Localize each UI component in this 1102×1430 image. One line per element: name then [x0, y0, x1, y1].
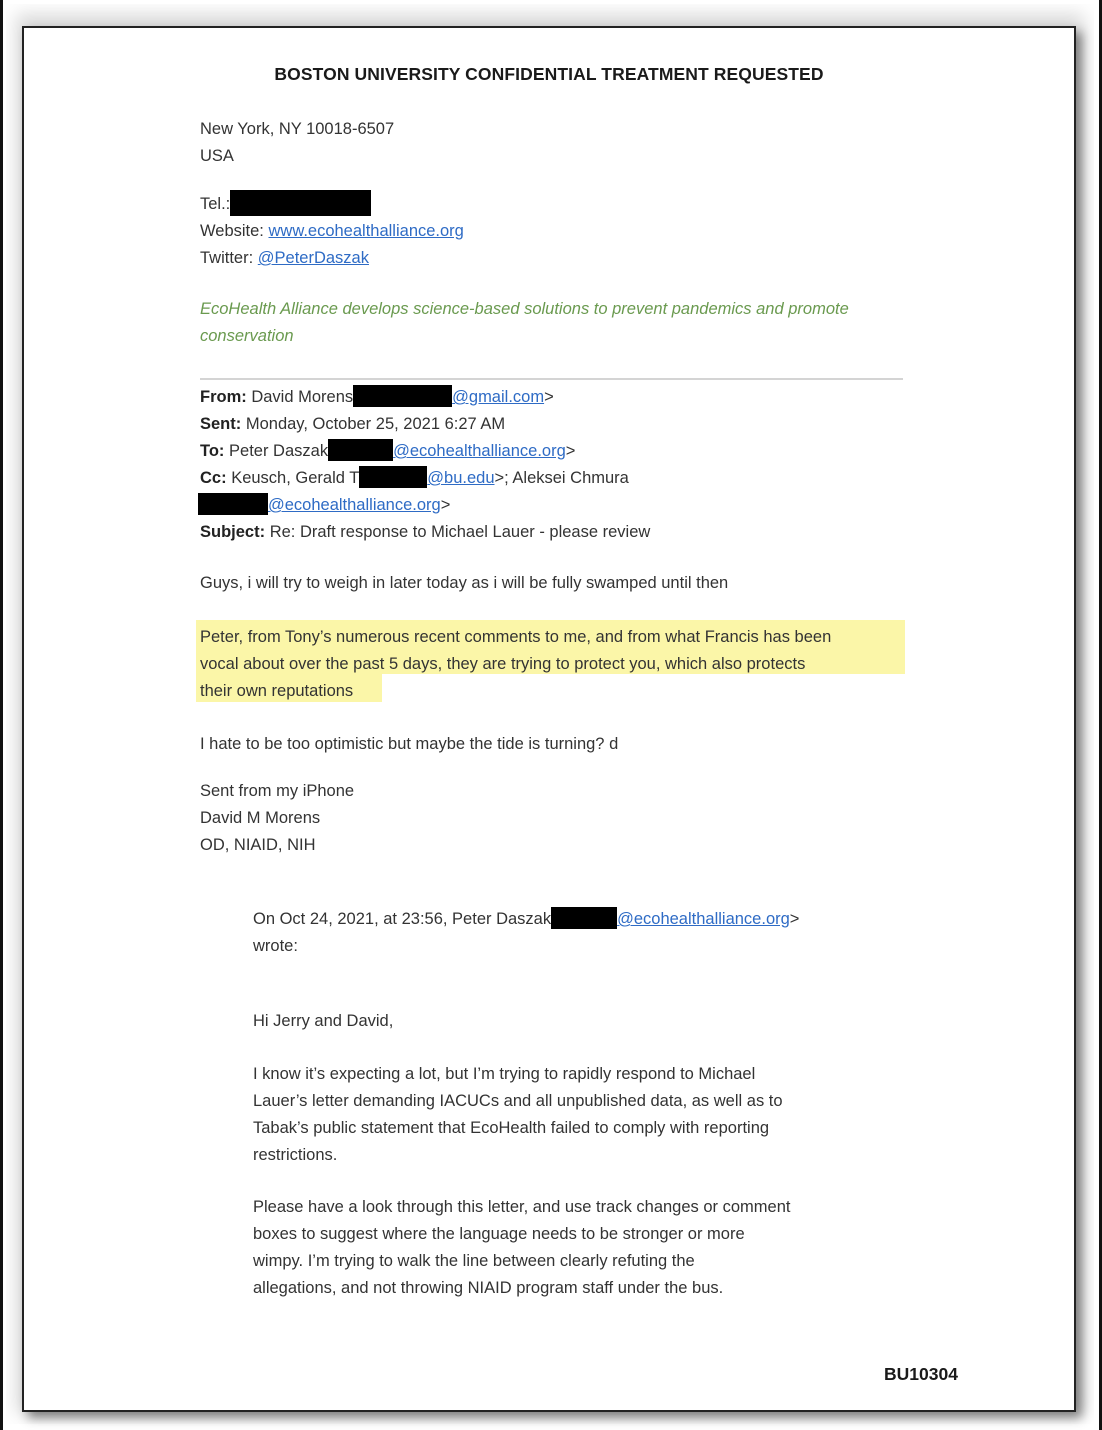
quoted-line: I know it’s expecting a lot, but I’m trying to rapidly respond to Michael	[253, 1065, 756, 1083]
redaction-bar	[353, 385, 452, 407]
cc-separator: >; Aleksei Chmura	[494, 469, 629, 487]
sent-label: Sent:	[200, 415, 242, 433]
to-line	[200, 438, 650, 465]
from-label: From:	[200, 388, 247, 406]
quoted-paragraph-1	[253, 1061, 783, 1169]
quoted-line: Please have a look through this letter, and use track changes or comment	[253, 1198, 791, 1216]
contact-block	[200, 190, 464, 272]
cc-email-link[interactable]: @bu.edu	[427, 469, 495, 487]
to-label: To:	[200, 442, 225, 460]
cc-line	[200, 465, 650, 492]
quoted-line: boxes to suggest where the language needs to be stronger or more	[253, 1225, 745, 1243]
quoted-line: allegations, and not throwing NIAID program staff under the bus.	[253, 1279, 724, 1297]
quoted-line: Lauer’s letter demanding IACUCs and all unpublished data, as well as to	[253, 1092, 783, 1110]
quoted-intro	[253, 906, 799, 960]
tel-label: Tel.:	[200, 195, 231, 213]
tel-line	[200, 190, 464, 218]
redaction-bar	[198, 493, 268, 515]
twitter-label: Twitter:	[200, 249, 254, 267]
subject-line	[200, 519, 650, 546]
redaction-bar	[359, 466, 427, 488]
cc-line-continued	[200, 492, 650, 519]
redaction-bar	[551, 907, 617, 929]
highlighted-line: Peter, from Tony’s numerous recent comments to me, and from what Francis has been	[200, 628, 832, 646]
sent-line	[200, 411, 650, 438]
body-paragraph-3: I hate to be too optimistic but maybe the tide is turning? d	[200, 735, 619, 753]
body-paragraph-1: Guys, i will try to weigh in later today as i will be fully swamped until then	[200, 574, 729, 592]
subject-value: Re: Draft response to Michael Lauer - please review	[269, 523, 651, 541]
cc-email-link-2[interactable]: @ecohealthalliance.org	[268, 496, 441, 514]
address-line: New York, NY 10018-6507	[200, 120, 395, 138]
from-email-link[interactable]: @gmail.com	[452, 388, 545, 406]
cc-name: Keusch, Gerald T	[231, 469, 360, 487]
to-name: Peter Daszak	[229, 442, 329, 460]
quoted-line: wimpy. I’m trying to walk the line between clearly refuting the	[253, 1252, 695, 1270]
quoted-intro-line	[253, 906, 799, 933]
website-link[interactable]: www.ecohealthalliance.org	[268, 222, 464, 240]
signature-address	[200, 116, 394, 170]
bracket: >	[440, 496, 451, 514]
twitter-link[interactable]: @PeterDaszak	[257, 249, 369, 267]
quoted-sender: On Oct 24, 2021, at 23:56, Peter Daszak	[253, 910, 552, 928]
quoted-greeting: Hi Jerry and David,	[253, 1012, 394, 1030]
twitter-line	[200, 245, 464, 272]
redaction-bar	[230, 190, 371, 216]
quoted-line: restrictions.	[253, 1146, 338, 1164]
signature-line: David M Morens	[200, 809, 321, 827]
quoted-line: Tabak’s public statement that EcoHealth failed to comply with reporting	[253, 1119, 770, 1137]
tagline-line: conservation	[200, 327, 294, 345]
cc-label: Cc:	[200, 469, 227, 487]
bracket: >	[789, 910, 800, 928]
country-line: USA	[200, 147, 234, 165]
redaction-bar	[328, 439, 393, 461]
highlighted-line: their own reputations	[200, 682, 354, 700]
sent-value: Monday, October 25, 2021 6:27 AM	[245, 415, 506, 433]
tagline	[200, 296, 849, 350]
from-name: David Morens	[251, 388, 354, 406]
quoted-email-link[interactable]: @ecohealthalliance.org	[617, 910, 790, 928]
signature-line: Sent from my iPhone	[200, 782, 355, 800]
header-divider	[200, 378, 903, 380]
subject-label: Subject:	[200, 523, 266, 541]
email-signature	[200, 778, 354, 859]
from-line	[200, 384, 650, 411]
signature-line: OD, NIAID, NIH	[200, 836, 316, 854]
bracket: >	[544, 388, 554, 406]
tagline-line: EcoHealth Alliance develops science-based solutions to prevent pandemics and promote	[200, 300, 849, 318]
wrote-label: wrote:	[253, 937, 298, 955]
website-line	[200, 218, 464, 245]
document-page	[22, 26, 1076, 1412]
highlighted-paragraph	[200, 624, 831, 705]
confidential-header: BOSTON UNIVERSITY CONFIDENTIAL TREATMENT REQUESTED	[274, 64, 824, 84]
bracket: >	[565, 442, 576, 460]
bates-number: BU10304	[884, 1364, 958, 1384]
quoted-paragraph-2	[253, 1194, 790, 1302]
outer-border-left	[0, 0, 3, 1430]
highlighted-line: vocal about over the past 5 days, they are trying to protect you, which also protects	[200, 655, 806, 673]
email-header	[200, 384, 650, 546]
to-email-link[interactable]: @ecohealthalliance.org	[393, 442, 566, 460]
website-label: Website:	[200, 222, 264, 240]
